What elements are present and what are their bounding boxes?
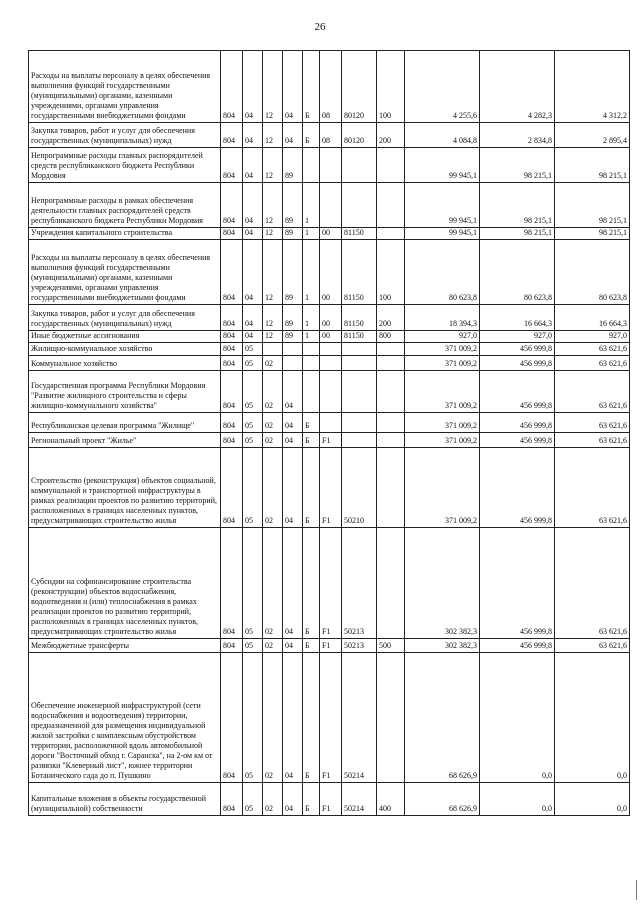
amount-year-1-cell: 302 382,3: [405, 528, 480, 639]
amount-year-2-cell: 927,0: [480, 331, 555, 343]
expense-type-code-cell: [377, 228, 405, 240]
section-code-cell: 05: [243, 448, 263, 528]
amount-year-1-cell: 371 009,2: [405, 371, 480, 413]
expense-type-code-cell: [377, 528, 405, 639]
amount-year-1-cell: 99 945,1: [405, 148, 480, 183]
event-code-cell: [320, 356, 342, 371]
subprogram-code-cell: 1: [303, 183, 320, 228]
program-code-cell: 89: [283, 228, 303, 240]
expense-type-code-cell: 200: [377, 123, 405, 148]
subsection-code-cell: 02: [263, 448, 283, 528]
amount-year-3-cell: 2 895,4: [555, 123, 630, 148]
ministry-code-cell: 804: [221, 639, 243, 653]
amount-year-1-cell: 99 945,1: [405, 183, 480, 228]
section-code-cell: 04: [243, 305, 263, 331]
amount-year-3-cell: 98 215,1: [555, 148, 630, 183]
event-code-cell: F1: [320, 448, 342, 528]
direction-code-cell: 80120: [342, 51, 377, 123]
expense-name-cell: Субсидии на софинансирование строительства (реконструкции) объектов водоснабжения, водоотведения и (или) теплоснабжения в рамках реализации проектов по развитию территорий, расположенных в границах населенных пунктов, предусматривающих строительство жилья: [29, 528, 221, 639]
expense-name-cell: Расходы на выплаты персоналу в целях обеспечения выполнения функций государственными (муниципальными) органами, казенными учреждениями, органами управления государственными внебюджетными фондами: [29, 240, 221, 305]
expense-type-code-cell: [377, 413, 405, 433]
expense-name-cell: Непрограммные расходы в рамках обеспечения деятельности главных распорядителей средств республиканского бюджета Республики Мордовия: [29, 183, 221, 228]
expense-name-cell: Межбюджетные трансферты: [29, 639, 221, 653]
subsection-code-cell: 12: [263, 331, 283, 343]
program-code-cell: 04: [283, 448, 303, 528]
event-code-cell: F1: [320, 528, 342, 639]
event-code-cell: F1: [320, 783, 342, 816]
event-code-cell: 00: [320, 228, 342, 240]
amount-year-1-cell: 371 009,2: [405, 413, 480, 433]
ministry-code-cell: 804: [221, 528, 243, 639]
amount-year-3-cell: 80 623,8: [555, 240, 630, 305]
subsection-code-cell: 02: [263, 371, 283, 413]
expense-name-cell: Иные бюджетные ассигнования: [29, 331, 221, 343]
direction-code-cell: 50214: [342, 783, 377, 816]
program-code-cell: 04: [283, 123, 303, 148]
expense-name-cell: Коммунальное хозяйство: [29, 356, 221, 371]
expense-name-cell: Обеспечение инженерной инфраструктурой (сети водоснабжения и водоотведения) территории, предназначенной для размещения индивидуальной жилой застройки с комплексным обустройством территории, расположенной вдоль автомобильной дороги "Восточный обход г. Саранска", на 2-ом км от развязки "Клеверный лист", южнее территории Ботанического сада до п. Пушкино: [29, 653, 221, 783]
expense-type-code-cell: 100: [377, 240, 405, 305]
direction-code-cell: [342, 148, 377, 183]
direction-code-cell: 80120: [342, 123, 377, 148]
amount-year-2-cell: 98 215,1: [480, 228, 555, 240]
expense-name-cell: Закупка товаров, работ и услуг для обеспечения государственных (муниципальных) нужд: [29, 305, 221, 331]
expense-type-code-cell: [377, 183, 405, 228]
subsection-code-cell: 12: [263, 305, 283, 331]
amount-year-3-cell: 63 621,6: [555, 528, 630, 639]
ministry-code-cell: 804: [221, 413, 243, 433]
table-row: [29, 356, 630, 371]
amount-year-1-cell: 68 626,9: [405, 653, 480, 783]
table-row: [29, 413, 630, 433]
amount-year-2-cell: 456 999,8: [480, 356, 555, 371]
program-code-cell: 04: [283, 413, 303, 433]
amount-year-3-cell: 98 215,1: [555, 183, 630, 228]
section-code-cell: 05: [243, 528, 263, 639]
subprogram-code-cell: Б: [303, 123, 320, 148]
direction-code-cell: 81150: [342, 305, 377, 331]
subsection-code-cell: 02: [263, 356, 283, 371]
table-row: [29, 639, 630, 653]
amount-year-2-cell: 4 282,3: [480, 51, 555, 123]
subprogram-code-cell: 1: [303, 305, 320, 331]
ministry-code-cell: 804: [221, 148, 243, 183]
subprogram-code-cell: [303, 356, 320, 371]
amount-year-2-cell: 80 623,8: [480, 240, 555, 305]
subprogram-code-cell: Б: [303, 413, 320, 433]
subsection-code-cell: 02: [263, 433, 283, 448]
amount-year-2-cell: 2 834,8: [480, 123, 555, 148]
amount-year-1-cell: 4 084,8: [405, 123, 480, 148]
ministry-code-cell: 804: [221, 240, 243, 305]
amount-year-3-cell: 4 312,2: [555, 51, 630, 123]
event-code-cell: F1: [320, 433, 342, 448]
program-code-cell: 89: [283, 148, 303, 183]
direction-code-cell: [342, 371, 377, 413]
section-code-cell: 04: [243, 51, 263, 123]
ministry-code-cell: 804: [221, 783, 243, 816]
event-code-cell: 08: [320, 51, 342, 123]
amount-year-2-cell: 0,0: [480, 653, 555, 783]
amount-year-1-cell: 371 009,2: [405, 448, 480, 528]
table-row: [29, 448, 630, 528]
section-code-cell: 04: [243, 148, 263, 183]
budget-table: [28, 50, 630, 816]
amount-year-1-cell: 99 945,1: [405, 228, 480, 240]
table-row: [29, 148, 630, 183]
ministry-code-cell: 804: [221, 51, 243, 123]
event-code-cell: [320, 371, 342, 413]
subprogram-code-cell: Б: [303, 639, 320, 653]
event-code-cell: F1: [320, 639, 342, 653]
expense-name-cell: Расходы на выплаты персоналу в целях обеспечения выполнения функций государственными (муниципальными) органами, казенными учреждениями, органами управления государственными внебюджетными фондами: [29, 51, 221, 123]
scan-edge-mark: [636, 880, 637, 900]
subsection-code-cell: 12: [263, 123, 283, 148]
ministry-code-cell: 804: [221, 433, 243, 448]
ministry-code-cell: 804: [221, 343, 243, 356]
subsection-code-cell: [263, 343, 283, 356]
table-row: [29, 305, 630, 331]
event-code-cell: [320, 413, 342, 433]
ministry-code-cell: 804: [221, 183, 243, 228]
program-code-cell: 04: [283, 783, 303, 816]
direction-code-cell: [342, 413, 377, 433]
amount-year-2-cell: 456 999,8: [480, 639, 555, 653]
amount-year-2-cell: 456 999,8: [480, 528, 555, 639]
amount-year-2-cell: 456 999,8: [480, 448, 555, 528]
table-row: [29, 51, 630, 123]
section-code-cell: 05: [243, 783, 263, 816]
table-row: [29, 331, 630, 343]
event-code-cell: F1: [320, 653, 342, 783]
subprogram-code-cell: 1: [303, 228, 320, 240]
amount-year-1-cell: 371 009,2: [405, 356, 480, 371]
subsection-code-cell: 12: [263, 183, 283, 228]
expense-type-code-cell: 100: [377, 51, 405, 123]
ministry-code-cell: 804: [221, 305, 243, 331]
expense-name-cell: Капитальные вложения в объекты государственной (муниципальной) собственности: [29, 783, 221, 816]
subprogram-code-cell: Б: [303, 653, 320, 783]
section-code-cell: 05: [243, 343, 263, 356]
expense-type-code-cell: [377, 371, 405, 413]
ministry-code-cell: 804: [221, 653, 243, 783]
amount-year-1-cell: 4 255,6: [405, 51, 480, 123]
program-code-cell: [283, 343, 303, 356]
subsection-code-cell: 12: [263, 228, 283, 240]
expense-type-code-cell: [377, 343, 405, 356]
amount-year-1-cell: 371 009,2: [405, 433, 480, 448]
table-row: [29, 528, 630, 639]
table-row: [29, 653, 630, 783]
program-code-cell: 04: [283, 51, 303, 123]
amount-year-1-cell: 80 623,8: [405, 240, 480, 305]
expense-type-code-cell: [377, 448, 405, 528]
amount-year-2-cell: 456 999,8: [480, 343, 555, 356]
ministry-code-cell: 804: [221, 448, 243, 528]
table-row: [29, 343, 630, 356]
table-row: [29, 183, 630, 228]
expense-name-cell: Строительство (реконструкция) объектов социальной, коммунальной и транспортной инфраструктуры в рамках реализации проектов по развитию территорий, расположенных в границах населенных пунктов, предусматривающих строительство жилья: [29, 448, 221, 528]
amount-year-3-cell: 16 664,3: [555, 305, 630, 331]
program-code-cell: 04: [283, 653, 303, 783]
section-code-cell: 05: [243, 433, 263, 448]
table-row: [29, 240, 630, 305]
expense-type-code-cell: [377, 148, 405, 183]
subsection-code-cell: 02: [263, 639, 283, 653]
section-code-cell: 05: [243, 356, 263, 371]
section-code-cell: 05: [243, 371, 263, 413]
section-code-cell: 05: [243, 639, 263, 653]
direction-code-cell: [342, 183, 377, 228]
expense-name-cell: Республиканская целевая программа "Жилище": [29, 413, 221, 433]
direction-code-cell: 81150: [342, 240, 377, 305]
amount-year-1-cell: 927,0: [405, 331, 480, 343]
amount-year-2-cell: 456 999,8: [480, 413, 555, 433]
section-code-cell: 05: [243, 653, 263, 783]
expense-name-cell: Учреждения капитального строительства: [29, 228, 221, 240]
amount-year-3-cell: 63 621,6: [555, 343, 630, 356]
expense-type-code-cell: [377, 653, 405, 783]
subprogram-code-cell: Б: [303, 433, 320, 448]
table-row: [29, 783, 630, 816]
amount-year-1-cell: 302 382,3: [405, 639, 480, 653]
program-code-cell: 04: [283, 528, 303, 639]
page-number: 26: [314, 21, 326, 33]
expense-type-code-cell: 400: [377, 783, 405, 816]
amount-year-3-cell: 63 621,6: [555, 413, 630, 433]
expense-name-cell: Региональный проект "Жилье": [29, 433, 221, 448]
direction-code-cell: [342, 356, 377, 371]
amount-year-2-cell: 98 215,1: [480, 183, 555, 228]
amount-year-1-cell: 68 626,9: [405, 783, 480, 816]
budget-table-body: [29, 51, 630, 816]
subprogram-code-cell: Б: [303, 51, 320, 123]
section-code-cell: 04: [243, 123, 263, 148]
direction-code-cell: 50214: [342, 653, 377, 783]
ministry-code-cell: 804: [221, 331, 243, 343]
subprogram-code-cell: [303, 148, 320, 183]
amount-year-1-cell: 18 394,3: [405, 305, 480, 331]
subprogram-code-cell: [303, 343, 320, 356]
ministry-code-cell: 804: [221, 228, 243, 240]
amount-year-3-cell: 63 621,6: [555, 639, 630, 653]
subprogram-code-cell: Б: [303, 448, 320, 528]
amount-year-3-cell: 0,0: [555, 653, 630, 783]
expense-name-cell: Непрограммные расходы главных распорядителей средств республиканского бюджета Республики Мордовия: [29, 148, 221, 183]
expense-type-code-cell: 500: [377, 639, 405, 653]
subprogram-code-cell: 1: [303, 240, 320, 305]
expense-type-code-cell: [377, 356, 405, 371]
event-code-cell: [320, 183, 342, 228]
amount-year-3-cell: 63 621,6: [555, 356, 630, 371]
direction-code-cell: 50213: [342, 639, 377, 653]
direction-code-cell: 81150: [342, 331, 377, 343]
direction-code-cell: [342, 343, 377, 356]
amount-year-2-cell: 456 999,8: [480, 371, 555, 413]
program-code-cell: 04: [283, 371, 303, 413]
table-row: [29, 123, 630, 148]
direction-code-cell: [342, 433, 377, 448]
direction-code-cell: 50210: [342, 448, 377, 528]
subsection-code-cell: 02: [263, 413, 283, 433]
event-code-cell: [320, 343, 342, 356]
subprogram-code-cell: 1: [303, 331, 320, 343]
amount-year-3-cell: 63 621,6: [555, 448, 630, 528]
subsection-code-cell: 02: [263, 653, 283, 783]
amount-year-2-cell: 456 999,8: [480, 433, 555, 448]
amount-year-3-cell: 98 215,1: [555, 228, 630, 240]
program-code-cell: 89: [283, 305, 303, 331]
ministry-code-cell: 804: [221, 123, 243, 148]
amount-year-3-cell: 0,0: [555, 783, 630, 816]
program-code-cell: [283, 356, 303, 371]
event-code-cell: 00: [320, 331, 342, 343]
section-code-cell: 04: [243, 240, 263, 305]
subsection-code-cell: 12: [263, 51, 283, 123]
amount-year-2-cell: 0,0: [480, 783, 555, 816]
amount-year-3-cell: 63 621,6: [555, 371, 630, 413]
expense-type-code-cell: 200: [377, 305, 405, 331]
event-code-cell: 08: [320, 123, 342, 148]
table-row: [29, 433, 630, 448]
amount-year-1-cell: 371 009,2: [405, 343, 480, 356]
program-code-cell: 04: [283, 433, 303, 448]
expense-name-cell: Жилищно-коммунальное хозяйство: [29, 343, 221, 356]
amount-year-3-cell: 927,0: [555, 331, 630, 343]
event-code-cell: 00: [320, 305, 342, 331]
amount-year-2-cell: 98 215,1: [480, 148, 555, 183]
subprogram-code-cell: [303, 371, 320, 413]
program-code-cell: 89: [283, 331, 303, 343]
subsection-code-cell: 02: [263, 528, 283, 639]
expense-name-cell: Закупка товаров, работ и услуг для обеспечения государственных (муниципальных) нужд: [29, 123, 221, 148]
program-code-cell: 04: [283, 639, 303, 653]
ministry-code-cell: 804: [221, 371, 243, 413]
subsection-code-cell: 12: [263, 240, 283, 305]
section-code-cell: 04: [243, 331, 263, 343]
direction-code-cell: 81150: [342, 228, 377, 240]
amount-year-2-cell: 16 664,3: [480, 305, 555, 331]
amount-year-3-cell: 63 621,6: [555, 433, 630, 448]
expense-name-cell: Государственная программа Республики Мордовия "Развитие жилищного строительства и сферы жилищно-коммунального хозяйства": [29, 371, 221, 413]
subsection-code-cell: 02: [263, 783, 283, 816]
section-code-cell: 04: [243, 228, 263, 240]
subsection-code-cell: 12: [263, 148, 283, 183]
subprogram-code-cell: Б: [303, 783, 320, 816]
table-row: [29, 371, 630, 413]
expense-type-code-cell: [377, 433, 405, 448]
direction-code-cell: 50213: [342, 528, 377, 639]
section-code-cell: 04: [243, 183, 263, 228]
event-code-cell: 00: [320, 240, 342, 305]
table-row: [29, 228, 630, 240]
event-code-cell: [320, 148, 342, 183]
ministry-code-cell: 804: [221, 356, 243, 371]
program-code-cell: 89: [283, 240, 303, 305]
section-code-cell: 05: [243, 413, 263, 433]
subprogram-code-cell: Б: [303, 528, 320, 639]
program-code-cell: 89: [283, 183, 303, 228]
expense-type-code-cell: 800: [377, 331, 405, 343]
